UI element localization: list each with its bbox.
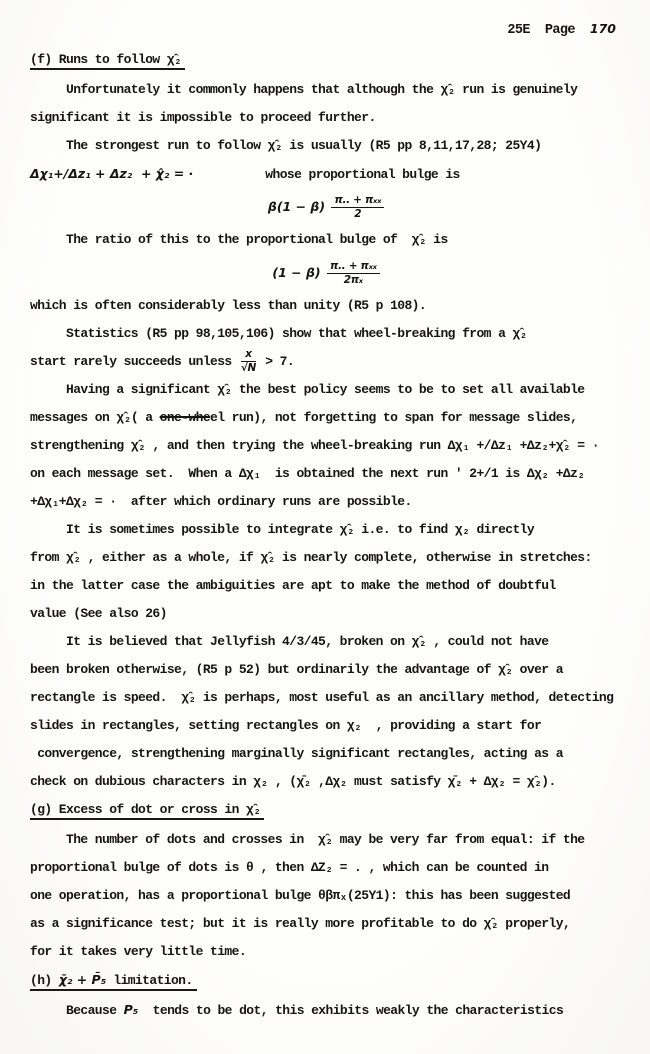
fraction <box>241 349 256 375</box>
text-segment: whose proportional bulge is <box>193 167 460 182</box>
text-segment: (h) <box>30 973 59 988</box>
text-segment: slides in rectangles, setting rectangles on χ₂ , providing a start for <box>30 718 542 733</box>
text-segment: value (See also 26) <box>30 606 167 621</box>
text-line <box>30 432 624 460</box>
text-segment: P₅ <box>123 1002 139 1017</box>
text-segment: > 7. <box>258 354 295 369</box>
text-segment: in the latter case the ambiguities are apt to make the method of doubtful <box>30 578 556 593</box>
fraction <box>331 195 384 221</box>
text-segment: (1 − β) <box>272 265 325 280</box>
text-line <box>30 460 624 488</box>
text-line <box>30 768 624 796</box>
text-segment: +Δχ₁+Δχ₂ = · after which ordinary runs are possible. <box>30 494 412 509</box>
text-line <box>30 76 624 104</box>
text-line <box>30 404 624 432</box>
text-line <box>30 996 624 1024</box>
text-segment: el run), not forgetting to span for message slides, <box>210 410 578 425</box>
text-line <box>30 320 624 348</box>
text-segment: Because <box>66 1003 124 1018</box>
text-line <box>30 712 624 740</box>
text-segment: χ̄₂ + P̄₅ <box>58 972 107 987</box>
text-line <box>30 132 624 160</box>
text-segment: which is often considerably less than unity (R5 p 108). <box>30 298 427 313</box>
text-segment: as a significance test; but it is really more profitable to do χ̂₂ properly, <box>30 916 571 931</box>
fraction-numerator: π.. + πₓₓ <box>331 195 384 209</box>
text-segment: been broken otherwise, (R5 p 52) but ordinarily the advantage of χ̂₂ over a <box>30 662 563 677</box>
heading-h <box>30 966 624 996</box>
formula-ratio <box>30 254 624 292</box>
heading-f <box>30 46 624 76</box>
text-segment: 25E Page <box>507 23 590 38</box>
text-segment: start rarely succeeds unless <box>30 354 239 369</box>
text-line <box>30 854 624 882</box>
text-segment: (g) Excess of dot or cross in χ̂₂ <box>30 802 261 817</box>
text-segment: significant it is impossible to proceed further. <box>30 110 376 125</box>
text-line <box>30 656 624 684</box>
text-segment: one operation, has a proportional bulge θβπₓ(25Y1): this has been suggested <box>30 888 571 903</box>
text-segment: It is believed that Jellyfish 4/3/45, broken on χ̂₂ , could not have <box>66 634 549 649</box>
fraction-denominator: √N <box>240 362 257 375</box>
text-segment: on each message set. When a Δχ₁ is obtained the next run ' 2+/1 is Δχ₂ +Δz₂ <box>30 466 585 481</box>
text-line <box>30 488 624 516</box>
struck-text: one-whe <box>159 410 211 425</box>
text-line <box>30 910 624 938</box>
heading-underline <box>30 973 197 991</box>
text-line <box>30 516 624 544</box>
text-segment: for it takes very little time. <box>30 944 247 959</box>
text-segment: It is sometimes possible to integrate χ̂₂ i.e. to find χ₂ directly <box>66 522 535 537</box>
text-segment: The ratio of this to the proportional bulge of χ̂₂ is <box>66 232 448 247</box>
text-segment: messages on χ̂₂( a <box>30 410 160 425</box>
text-line <box>30 376 624 404</box>
text-segment: The strongest run to follow χ̂₂ is usually (R5 pp 8,11,17,28; 25Y4) <box>66 138 542 153</box>
text-segment: 170 <box>589 21 616 36</box>
fraction-numerator: π.. + πₓₓ <box>327 261 380 275</box>
text-segment: The number of dots and crosses in χ̂₂ may be very far from equal: if the <box>66 832 585 847</box>
text-line <box>30 826 624 854</box>
text-line <box>30 348 624 376</box>
heading-underline <box>30 52 185 70</box>
formula-bulge <box>30 188 624 226</box>
text-segment: strengthening χ̂₂ , and then trying the wheel-breaking run Δχ₁ +/Δz₁ +Δz₂+χ̂₂ = · <box>30 438 599 453</box>
text-line <box>30 740 624 768</box>
text-segment: convergence, strengthening marginally significant rectangles, acting as a <box>30 746 563 761</box>
fraction-numerator: x <box>241 349 256 363</box>
text-segment: (f) Runs to follow χ̂₂ <box>30 52 182 67</box>
text-segment: from χ̂₂ , either as a whole, if χ̂₂ is nearly complete, otherwise in stretches: <box>30 550 592 565</box>
text-line <box>30 628 624 656</box>
text-line <box>30 684 624 712</box>
text-line <box>30 882 624 910</box>
text-segment: tends to be dot, this exhibits weakly the characteristics <box>138 1003 564 1018</box>
text-segment: check on dubious characters in χ₂ , (χ̄₂ ,Δχ₂ must satisfy χ̄₂ + Δχ₂ = χ̂₂). <box>30 774 556 789</box>
text-segment: proportional bulge of dots is θ , then ΔZ₂ = . , which can be counted in <box>30 860 549 875</box>
text-line <box>30 160 624 188</box>
text-line <box>30 104 624 132</box>
text-line <box>30 572 624 600</box>
fraction-denominator: 2 <box>354 208 362 221</box>
heading-g <box>30 796 624 826</box>
heading-underline <box>30 802 264 820</box>
text-line <box>30 226 624 254</box>
text-segment: Having a significant χ̂₂ the best policy seems to be to set all available <box>66 382 585 397</box>
fraction <box>327 261 380 287</box>
text-segment: Δχ₁+/Δz₁ + Δz₂ + χ̂₂ = · <box>30 166 194 181</box>
page-header <box>30 12 624 46</box>
fraction-denominator: 2πₓ <box>343 274 363 287</box>
text-line <box>30 938 624 966</box>
text-line <box>30 292 624 320</box>
text-line <box>30 544 624 572</box>
text-segment: Statistics (R5 pp 98,105,106) show that wheel-breaking from a χ̂₂ <box>66 326 527 341</box>
text-segment: limitation. <box>106 973 193 988</box>
text-segment: β(1 − β) <box>267 199 330 214</box>
text-segment: Unfortunately it commonly happens that although the χ̂₂ run is genuinely <box>66 82 578 97</box>
text-line <box>30 600 624 628</box>
text-segment: rectangle is speed. χ̂₂ is perhaps, most useful as an ancillary method, detecting <box>30 690 614 705</box>
